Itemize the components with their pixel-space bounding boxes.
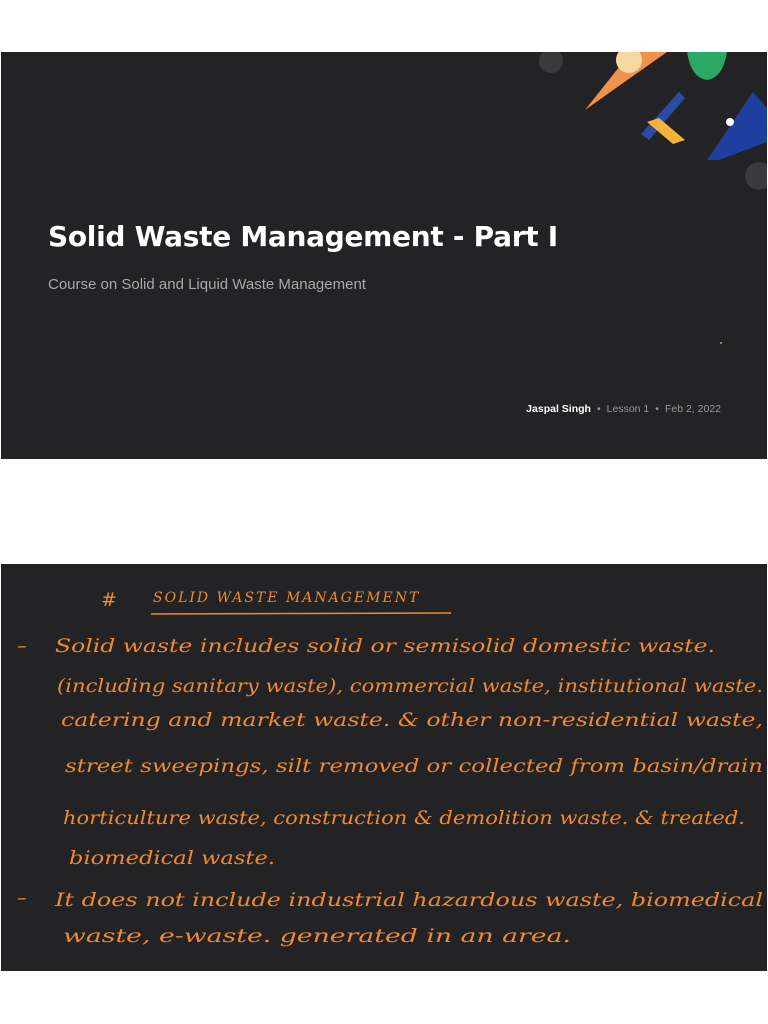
date-label: Feb 2, 2022 xyxy=(664,403,721,415)
meta-separator: • xyxy=(655,403,659,415)
notes-line: catering and market waste. & other non-residential waste, xyxy=(61,709,763,731)
bullet-dash: – xyxy=(17,635,27,657)
notes-line: (including sanitary waste), commercial waste, institutional waste. xyxy=(57,675,763,697)
notes-line: Solid waste includes solid or semisolid domestic waste. xyxy=(55,635,715,657)
slide-meta xyxy=(526,403,721,415)
notes-line: biomedical waste. xyxy=(69,847,275,869)
notes-line: street sweepings, silt removed or collected from basin/drain xyxy=(65,755,763,777)
notes-heading: SOLID WASTE MANAGEMENT xyxy=(153,590,421,606)
bullet-dash: – xyxy=(17,887,27,909)
notes-line: horticulture waste, construction & demolition waste. & treated. xyxy=(63,807,745,829)
gray-circle-shape xyxy=(539,52,563,73)
hash-mark: # xyxy=(101,589,117,611)
author-name: Jaspal Singh xyxy=(526,403,591,415)
slide-subtitle: Course on Solid and Liquid Waste Management xyxy=(48,276,366,293)
slide-title: Solid Waste Management - Part I xyxy=(48,220,558,253)
notes-line: waste, e-waste. generated in an area. xyxy=(63,925,571,947)
notes-line: It does not include industrial hazardous waste, biomedical xyxy=(53,889,764,911)
title-slide xyxy=(1,52,767,459)
meta-separator: • xyxy=(596,403,601,415)
lesson-label: Lesson 1 xyxy=(606,403,650,415)
gray-circle-shape xyxy=(745,162,767,190)
notes-slide xyxy=(1,564,767,971)
green-leaf-shape xyxy=(687,52,727,80)
heading-underline xyxy=(151,613,451,614)
blue-quad-shape xyxy=(707,92,767,160)
handwritten-notes xyxy=(1,564,767,971)
white-dot-shape xyxy=(726,118,734,126)
decorative-shapes-graphic xyxy=(521,52,767,192)
accent-dot xyxy=(720,342,722,344)
